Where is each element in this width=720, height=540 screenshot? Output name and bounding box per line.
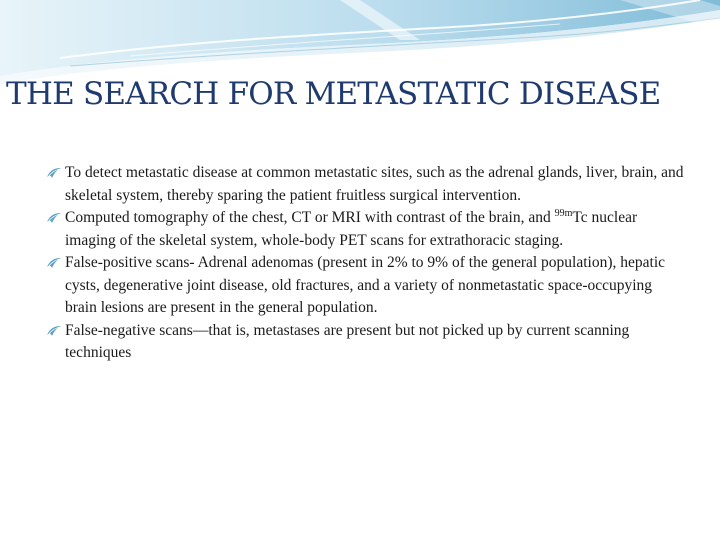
- feather-swoosh-icon: [46, 325, 62, 337]
- feather-swoosh-icon: [46, 212, 62, 224]
- feather-swoosh-icon: [46, 257, 62, 269]
- bullet-text-before: Computed tomography of the chest, CT or MRI with contrast of the brain, and: [65, 209, 555, 226]
- bullet-item: [46, 162, 686, 207]
- bullet-text: False-negative scans—that is, metastases are present but not picked up by current scanning techniques: [65, 321, 630, 361]
- bullet-text: False-positive scans- Adrenal adenomas (present in 2% to 9% of the general population), hepatic cysts, degenerative joint disease, old fractures, and a variety of nonmetastatic space-occupying brain lesions are present in the general population.: [65, 254, 666, 316]
- bullet-item: [46, 320, 686, 365]
- bullet-item: [46, 252, 686, 320]
- isotope-superscript: 99m: [554, 208, 573, 219]
- bullet-item: [46, 207, 686, 252]
- bullet-text-after: Tc nuclear imaging of the skeletal system, whole-body PET scans for extrathoracic staging.: [65, 209, 638, 249]
- bullet-list: [46, 162, 686, 365]
- slide-title: THE SEARCH FOR METASTATIC DISEASE: [6, 76, 661, 112]
- feather-swoosh-icon: [46, 167, 62, 179]
- bullet-text: To detect metastatic disease at common metastatic sites, such as the adrenal glands, liver, brain, and skeletal system, thereby sparing the patient fruitless surgical intervention.: [65, 164, 684, 204]
